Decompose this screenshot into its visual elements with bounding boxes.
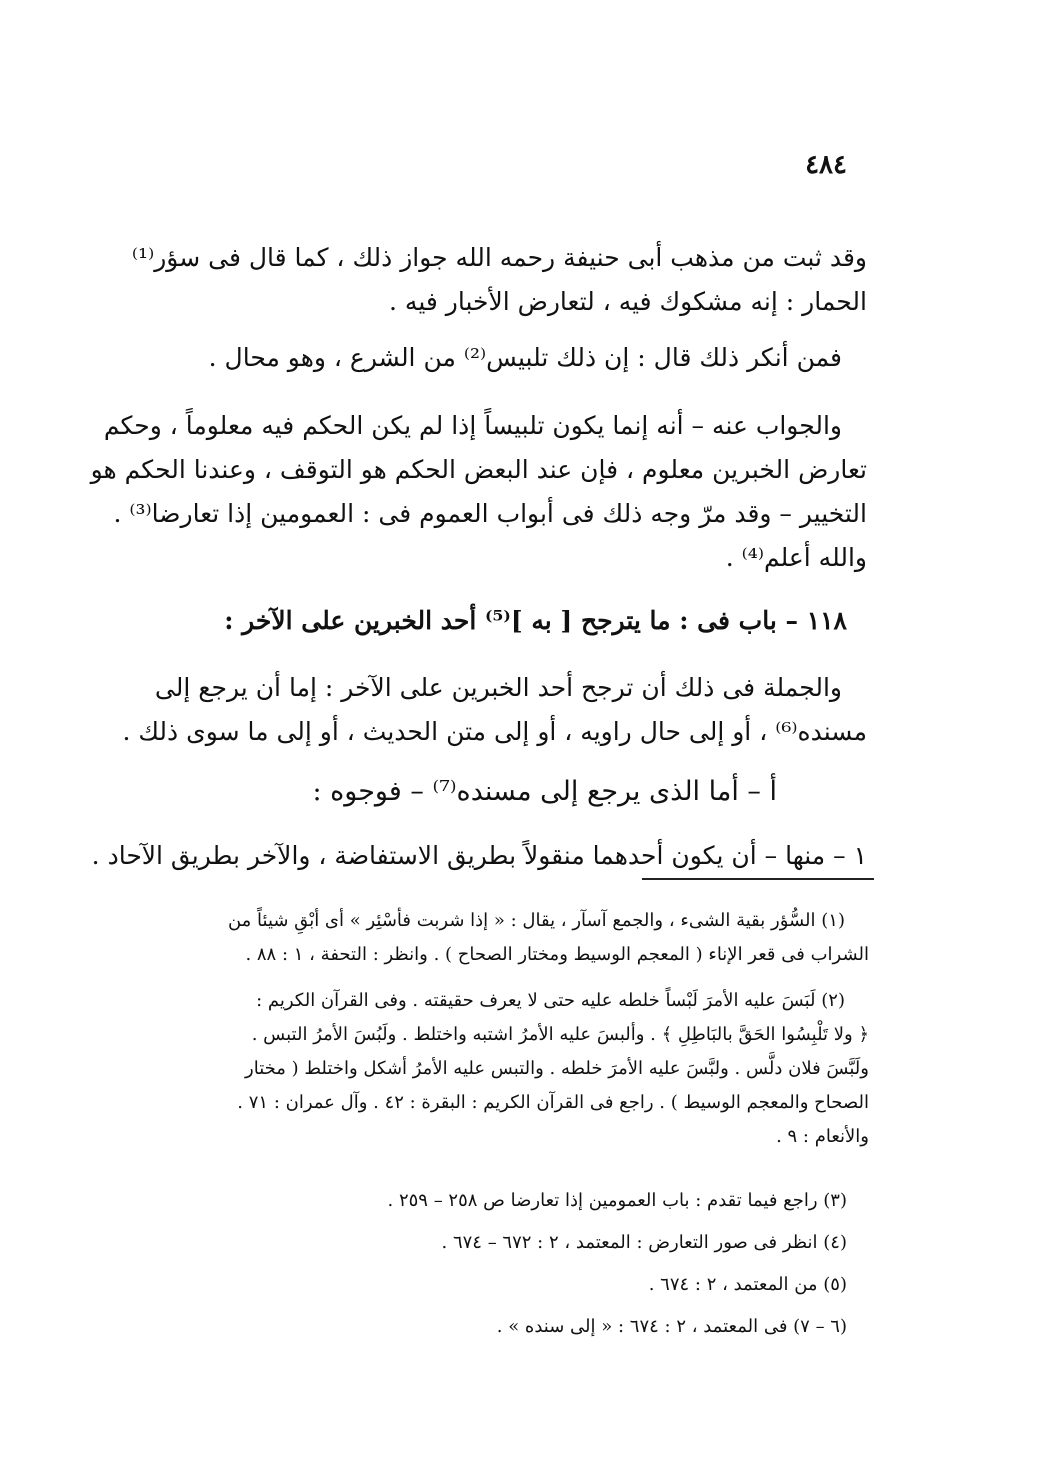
paragraph-4-line-2: مسنده⁽⁶⁾ ، أو إلى حال راويه ، أو إلى متن الحديث ، أو إلى ما سوى ذلك .: [122, 717, 867, 746]
paragraph-3-line-4: والله أعلم⁽⁴⁾ .: [725, 543, 867, 572]
paragraph-5-line-1: ١ – منها – أن يكون أحدهما منقولاً بطريق الاستفاضة ، والآخر بطريق الآحاد .: [91, 841, 867, 870]
page-number: ٤٨٤: [805, 150, 847, 180]
paragraph-1-line-1: وقد ثبت من مذهب أبى حنيفة رحمه الله جواز ذلك ، كما قال فى سؤر⁽¹⁾: [131, 243, 867, 272]
section-heading: ١١٨ – باب فى : ما يترجح [ به ]⁽⁵⁾ أحد الخبرين على الآخر :: [224, 606, 847, 635]
footnote-2-line-1: (٢) لَبَسَ عليه الأمرَ لَبْساً خلطه عليه حتى لا يعرف حقيقته . وفى القرآن الكريم :: [256, 990, 845, 1011]
footnote-1-line-1: (١) السُّؤر بقية الشىء ، والجمع آسآر ، يقال : « إذا شربت فأسْئِر » أى أبْقِ شيئاً من: [227, 910, 845, 931]
footnote-2-line-5: والأنعام : ٩ .: [776, 1126, 869, 1147]
footnote-2-line-2: ﴿ ولا تَلْبِسُوا الحَقَّ بالبَاطِلِ ﴾ . وألبسَ عليه الأمرُ اشتبه واختلط . ولَبُسَ الأمرُ التبس .: [251, 1024, 869, 1045]
paragraph-3-line-2: تعارض الخبرين معلوم ، فإن عند البعض الحكم هو التوقف ، وعندنا الحكم هو: [90, 455, 867, 484]
footnote-1-line-2: الشراب فى قعر الإناء ( المعجم الوسيط ومختار الصحاح ) . وانظر : التحفة ، ١ : ٨٨ .: [245, 944, 869, 965]
paragraph-3-line-1: والجواب عنه – أنه إنما يكون تلبيساً إذا لم يكن الحكم فيه معلوماً ، وحكم: [103, 411, 842, 440]
footnote-2-line-3: ولَبَّسَ فلان دلَّس . ولبَّسَ عليه الأمرَ خلطه . والتبس عليه الأمرُ أشكل واختلط ( مختار: [245, 1058, 869, 1079]
paragraph-4-line-1: والجملة فى ذلك أن ترجح أحد الخبرين على الآخر : إما أن يرجع إلى: [154, 673, 842, 702]
paragraph-2-line-1: فمن أنكر ذلك قال : إن ذلك تلبيس⁽²⁾ من الشرع ، وهو محال .: [208, 343, 842, 372]
footnote-4: (٤) انظر فى صور التعارض : المعتمد ، ٢ : ٦٧٢ – ٦٧٤ .: [441, 1232, 847, 1253]
footnote-3: (٣) راجع فيما تقدم : باب العمومين إذا تعارضا ص ٢٥٨ – ٢٥٩ .: [387, 1190, 847, 1211]
footnote-6-7: (٦ – ٧) فى المعتمد ، ٢ : ٦٧٤ : « إلى سنده » .: [496, 1316, 847, 1337]
paragraph-1-line-2: الحمار : إنه مشكوك فيه ، لتعارض الأخبار فيه .: [389, 287, 867, 316]
footnote-separator: [642, 878, 874, 880]
subsection-heading: أ – أما الذى يرجع إلى مسنده⁽⁷⁾ – فوجوه :: [312, 776, 777, 807]
paragraph-3-line-3: التخيير – وقد مرّ وجه ذلك فى أبواب العموم فى : العمومين إذا تعارضا⁽³⁾ .: [113, 499, 867, 528]
footnote-2-line-4: الصحاح والمعجم الوسيط ) . راجع فى القرآن الكريم : البقرة : ٤٢ . وآل عمران : ٧١ .: [237, 1092, 869, 1113]
footnote-5: (٥) من المعتمد ، ٢ : ٦٧٤ .: [648, 1274, 847, 1295]
